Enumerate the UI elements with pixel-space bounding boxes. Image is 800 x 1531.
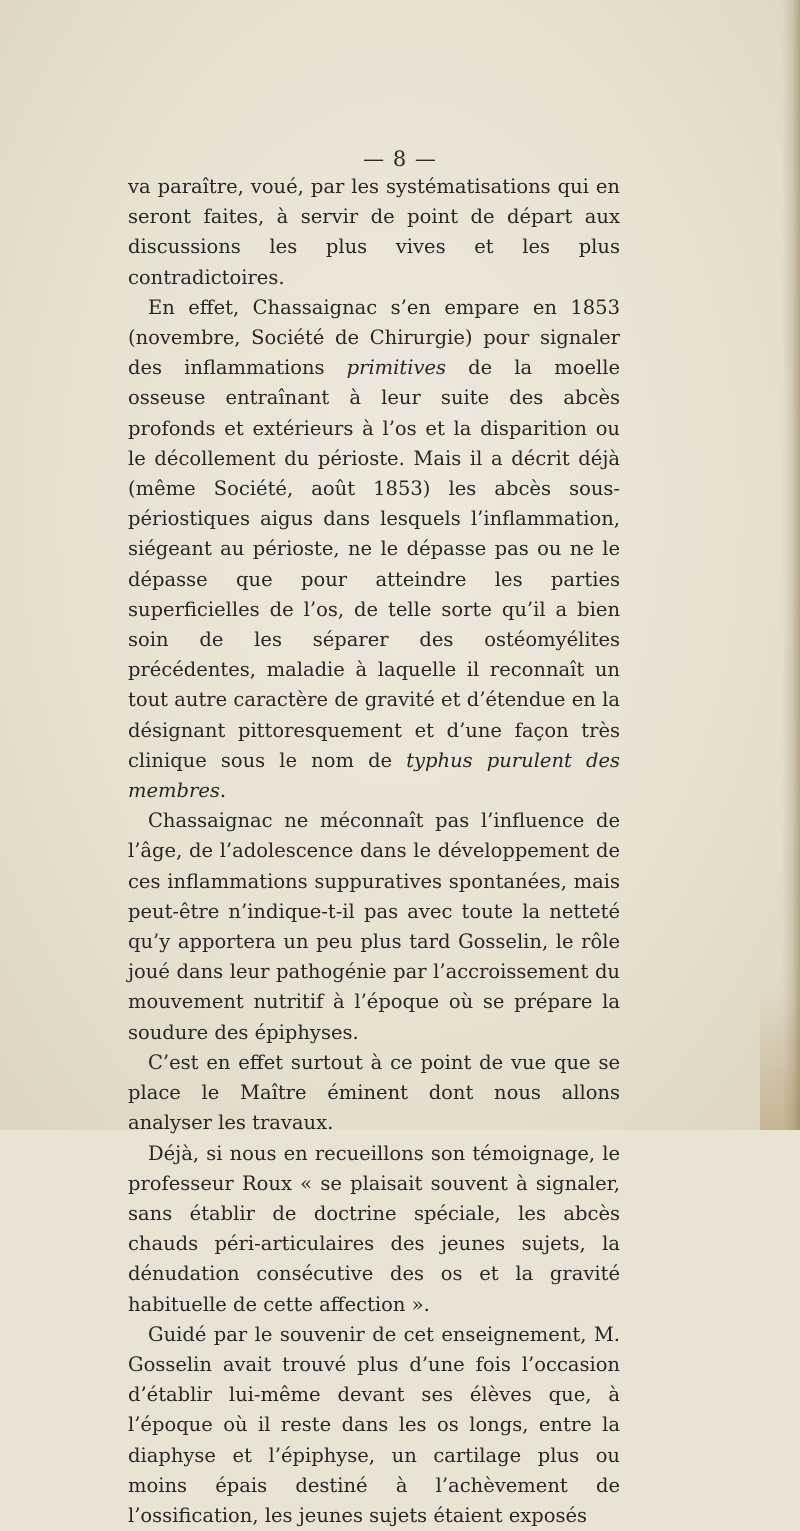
page-corner-stain xyxy=(760,990,800,1130)
paragraph xyxy=(128,1320,620,1531)
text-run: Guidé par le souvenir de cet enseignement, M. Gosselin avait trouvé plus d’une fois l’occasion d’établir lui-même devant ses élèves que, à l’époque où il reste dans les os longs, entre la diaphyse et l’épiphyse, un cartilage plus ou moins épais destiné à l’achèvement de l’ossification, les jeunes sujets étaient exposés xyxy=(128,1322,620,1527)
paragraph xyxy=(128,172,620,293)
text-run: En effet, Chassaignac s’en empare en 1853 (novembre, Société de Chirurgie) pour signaler des inflammations xyxy=(128,295,620,380)
text-run: C’est en effet surtout à ce point de vue que se place le Maître éminent dont nous allons analyser les travaux. xyxy=(128,1050,620,1135)
paragraph xyxy=(128,806,620,1048)
text-run: Chassaignac ne méconnaît pas l’influence de l’âge, de l’adolescence dans le développement de ces inflammations suppuratives spontanées, mais peut-être n’indique-t-il pas avec toute la netteté qu’y apportera un peu plus tard Gosselin, le rôle joué dans leur pathogénie par l’accroissement du mouvement nutritif à l’époque où se prépare la soudure des épiphyses. xyxy=(128,809,620,1044)
italic-text: typhus purulent des membres xyxy=(128,748,620,803)
body-text xyxy=(128,172,620,1531)
text-run: Déjà, si nous en recueillons son témoignage, le professeur Roux « se plaisait souvent à signaler, sans établir de doctrine spéciale, les abcès chauds péri-articulaires des jeunes sujets, la dénudation consécutive des os et la gravité habituelle de cette affection ». xyxy=(128,1141,620,1316)
italic-text: primitives xyxy=(346,356,447,380)
paragraph xyxy=(128,1048,620,1139)
text-run: va paraître, voué, par les systématisations qui en seront faites, à servir de point de départ aux discussions les plus vives et les plus contradictoires. xyxy=(128,175,620,289)
paragraph xyxy=(128,1139,620,1320)
text-run: . xyxy=(219,779,227,803)
page-number: — 8 — xyxy=(363,147,437,171)
paragraph xyxy=(128,293,620,806)
text-run: de la moelle osseuse entraînant à leur suite des abcès profonds et extérieurs à l’os et la disparition ou le décollement du périoste. Mais il a décrit déjà (même Société, août 1853) les abcès sous-périostiques aigus dans lesquels l’inflammation, siégeant au périoste, ne le dépasse pas ou ne le dépasse que pour atteindre les parties superficielles de l’os, de telle sorte qu’il a bien soin de les séparer des ostéomyélites précédentes, maladie à laquelle il reconnaît un tout autre caractère de gravité et d’étendue en la désignant pittoresquement et d’une façon très clinique sous le nom de xyxy=(128,356,621,772)
